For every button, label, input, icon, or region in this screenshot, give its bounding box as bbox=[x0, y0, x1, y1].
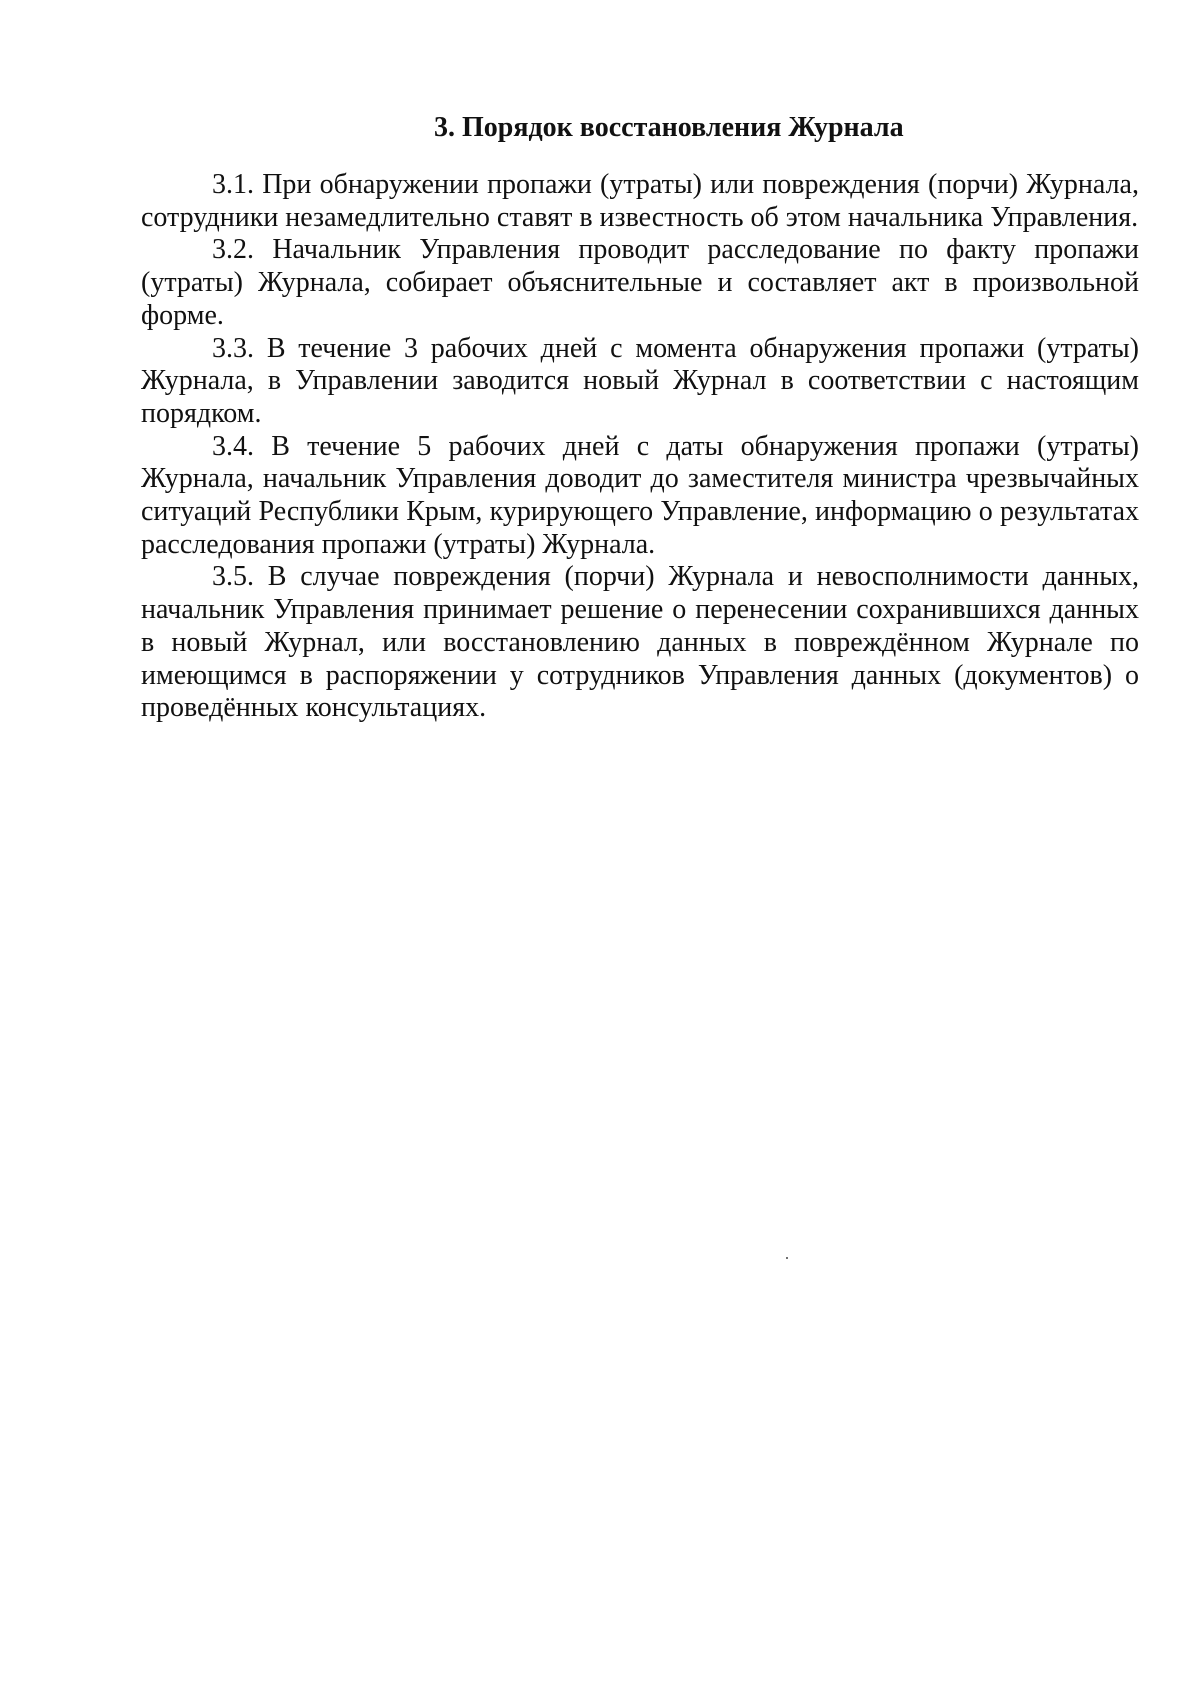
paragraph-3-2: 3.2. Начальник Управления проводит расследование по факту пропажи (утраты) Журнала, собирает объяснительные и составляет акт в произвольной форме. bbox=[141, 234, 1139, 331]
document-body bbox=[141, 112, 1139, 725]
paragraph-3-1: 3.1. При обнаружении пропажи (утраты) или повреждения (порчи) Журнала, сотрудники незамедлительно ставят в известность об этом начальника Управления. bbox=[141, 169, 1139, 233]
section-heading: 3. Порядок восстановления Журнала bbox=[434, 112, 904, 143]
paragraph-3-5: 3.5. В случае повреждения (порчи) Журнала и невосполнимости данных, начальник Управления принимает решение о перенесении сохранившихся данных в новый Журнал, или восстановлению данных в повреждённом Журнале по имеющимся в распоряжении у сотрудников Управления данных (документов) о проведённых консультациях. bbox=[141, 561, 1139, 724]
paragraph-3-4: 3.4. В течение 5 рабочих дней с даты обнаружения пропажи (утраты) Журнала, начальник Управления доводит до заместителя министра чрезвычайных ситуаций Республики Крым, курирующего Управление, информацию о результатах расследования пропажи (утраты) Журнала. bbox=[141, 430, 1139, 560]
paragraph-3-3: 3.3. В течение 3 рабочих дней с момента обнаружения пропажи (утраты) Журнала, в Управлении заводится новый Журнал в соответствии с настоящим порядком. bbox=[141, 332, 1139, 429]
scan-speck bbox=[786, 1257, 788, 1259]
